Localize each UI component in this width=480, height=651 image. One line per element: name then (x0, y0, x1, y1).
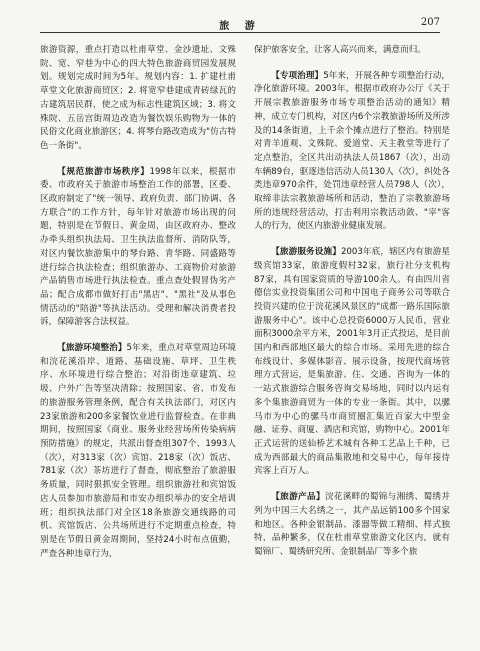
right-column (254, 44, 450, 560)
paragraph-market-order (40, 166, 236, 330)
paragraph-service-facilities (254, 246, 450, 479)
paragraph-products (254, 491, 450, 560)
section-body-environment: 5年来，重点对草堂周边环境和浣花溪沿岸、道路、基础设施、草坪、卫生秩序、水环境进行综合整治；对沿街违章建筑、垃圾、户外广告等坚决清除；按照国家、省、市发布的旅游服务管理条例，配合有关执法部门，对区内23家旅游和200多家餐饮业进行监督检查。在非典期间，按照国家《商业、服务业经营场所传染病病预防措施》的规定，共派出督查组307个、1993人（次），对313家（次）宾馆、218家（次）饭店、781家（次）茶坊进行了督查，彻底整治了旅游服务质量，同时狠抓安全管理。组织旅游社和宾馆饭店人员参加市旅游局和市安办组织举办的安全培训班；组织执法部门对全区18条旅游交通线路的司机、宾馆饭店、公共场所进行不定期重点检查，特别是在节假日黄金周期间，坚持24小时布点值勤，严查各种违章行为， (40, 343, 236, 559)
running-header (40, 16, 440, 33)
section-heading-special-governance: 【专项治理】 (271, 70, 324, 81)
paragraph-intro-left: 旅游资源，重点打造以杜甫草堂、金沙遗址、文殊院、宽、窄巷为中心的四大特色旅游商贸园发展规划。规划完成时间为5年。规划内容：1. 扩建杜甫草堂文化旅游商贸区；2. 将宽窄巷建成青砖绿瓦的古建筑居民群，使之成为标志性建筑区域；3. 将文殊院、五岳宫街周边改造为餐饮娱乐购物为一体的民俗文化商业旅游区；4. 将琴台路改造成为"仿古特色一条街"。 (40, 45, 236, 151)
section-heading-market-order: 【规范旅游市场秩序】 (57, 166, 150, 177)
section-body-special-governance: 5年来，开展各种专项整治行动，净化旅游环境。2003年，根据市政府办公厅《关于开展宗教旅游服务市场专项整治活动的通知》精神，成立专门机构，对区内6个宗教旅游场所及所涉及的14条街道，上千余个摊点进行了整治。特别是对青羊道观、文殊院、爱道堂、天主教堂等进行了定点整治，全区共出动执法人员1867（次），出动车辆89台，驱逐违信活动人员130人（次），纠处各类违章970余件，处罚违章经营人员798人（次），取缔非法宗教旅游场所和活动，整治了宗教旅游场所的违规经营活动，打击利用宗教活动敛、"宰"客人的行为，使区内旅游业健康发展。 (254, 70, 450, 232)
section-body-products: 浣花溪畔的蜀锦与湘绣、蜀绣并列为中国三大名绣之一，其产品远销100多个国家和地区。各种金银制品、漆器等做工精细、样式独特，品种繁多，仅在杜甫草堂旅游文化区内，就有蜀锦厂、蜀绣研究所、金银制品厂等多个旅 (254, 492, 450, 557)
paragraph-special-governance (254, 70, 450, 234)
section-heading-service-facilities: 【旅游服务设施】 (271, 247, 341, 258)
paragraph-environment (40, 342, 236, 561)
paragraph-intro-right: 保护旅客安全，让客人高兴而来，满意而归。 (254, 45, 426, 55)
section-heading-environment: 【旅游环境整治】 (57, 343, 127, 354)
page-number: 207 (420, 17, 440, 28)
section-body-service-facilities: 2003年底，辖区内有旅游星级宾馆33家，旅游度假村32家，旅行社分支机构87家，具有国家资质的导游100余人。有由四川省德信实业投资集团公司和中国电子商务公司等联合投资兴建的位于浣花溪风景区的"成都一路乐国际旅游服务中心"。该中心总投资6000万人民币，营业面积3000余平方米，2001年3月正式投运，是目前国内和西部地区最大的综合市场。采用先进的综合布线设计、多媒体影音、展示设备，按现代商场管理方式营运，是集旅游、住、交通、咨询为一体的一站式旅游综合服务咨询交易场地，同时以内运有多个集旅游商贸为一体的专业一条街。其中，以骡马市为中心的骡马市商贸圈汇集近百家大中型金融、证券、商厦、酒店和宾馆，购物中心。2001年正式运营的送仙桥艺术城有各种工艺品上千种，已成为西部最大的商品集散地和交易中心，每年接待宾客上百万人。 (254, 247, 450, 477)
section-body-market-order: 1998年以来，根据市委、市政府关于旅游市场整治工作的部署，区委、区政府制定了"统一领导、政府负责、部门协调、各方联合"的工作方针，每年针对旅游市场出现的问题，特别是在节假日、黄金周，由区政府办、整改办牵头组织执法局、卫生执法监督所、消防队等，对区内餐饮旅游集中的琴台路、青华路、同盛路等进行综合执法检查；组织旅游办、工商物价对旅游产品销售市场进行执法检查。重点查处假冒伪劣产品；配合成都市做好打击"黑店"、"黑社"及从事色情活动的"陪游"等执法活动。受理和解决消费者投诉，保障游客合法权益。 (40, 166, 236, 328)
left-column (40, 44, 236, 561)
header-title: 旅 游 (219, 21, 261, 32)
section-heading-products: 【旅游产品】 (271, 492, 325, 503)
